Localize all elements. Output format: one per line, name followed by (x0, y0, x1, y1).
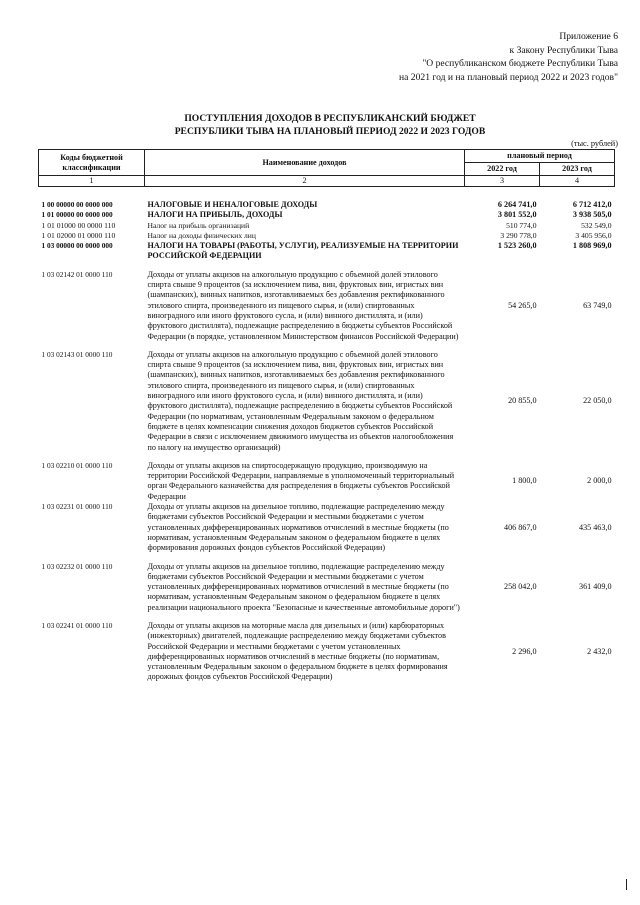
row-name: Доходы от уплаты акцизов на дизельное топливо, подлежащие распределению между бюджетами субъектов Российской Федерации и местными бюджетами с учетом установленных дифференцированных нормативов отчислений в местные бюджеты (по нормативам, установленным Федеральным законом о федеральном бюджете в целях реализации национального проекта "Безопасные и качественные автомобильные дороги") (147, 561, 460, 612)
document-title (120, 112, 540, 138)
row-value-2022: 510 774,0 (506, 220, 537, 230)
appendix-note (288, 30, 618, 84)
row-name: Доходы от уплаты акцизов на спиртосодержащую продукцию, производимую на территории Российской Федерации, направляемые в уполномоченный территориальный орган Федерального казначейства для распределения в бюджеты субъектов Российской Федерации (147, 460, 455, 501)
row-value-2022: 20 855,0 (508, 396, 537, 406)
row-name: НАЛОГИ НА ТОВАРЫ (РАБОТЫ, УСЛУГИ), РЕАЛИЗУЕМЫЕ НА ТЕРРИТОРИИ РОССИЙСКОЙ ФЕДЕРАЦИИ (147, 241, 459, 261)
table-body (39, 187, 615, 683)
row-code: 1 01 01000 00 0000 110 (41, 220, 116, 230)
row-value-2023: 3 405 956,0 (575, 230, 612, 240)
row-code: 1 03 02241 01 0000 110 (41, 620, 113, 630)
row-value-2022: 6 264 741,0 (497, 200, 537, 209)
row-value-2023: 2 000,0 (587, 476, 612, 486)
revenue-table (38, 149, 615, 683)
header-year-2023: 2023 год (540, 163, 615, 176)
row-value-2023: 6 712 412,0 (572, 200, 612, 209)
row-code: 1 03 02232 01 0000 110 (41, 561, 113, 571)
title-line-1: ПОСТУПЛЕНИЯ ДОХОДОВ В РЕСПУБЛИКАНСКИЙ БЮДЖЕТ (184, 113, 476, 124)
row-name: НАЛОГОВЫЕ И НЕНАЛОГОВЫЕ ДОХОДЫ (147, 200, 318, 209)
table-row (39, 231, 615, 241)
row-value-2022: 1 523 260,0 (497, 241, 537, 251)
row-name: Доходы от уплаты акцизов на алкогольную продукцию с объемной долей этилового спирта свыше 9 процентов (за исключением пива, вин, фруктовых вин, игристых вин (шампанских), винных напитков, изготавливаемых без добавления ректификованного этилового спирта, произведенного из пищевого сырья, и (или) спиртованных виноградного или иного фруктового сусла, и (или) винного дистиллята, и (или) фруктового дистиллята), подлежащие распределению в бюджеты субъектов Российской Федерации (по нормативам, установленным Федеральным законом о федеральном бюджете в целях компенсации снижения доходов бюджетов субъектов Российской Федерации в связи с исключением движимого имущества из объектов налогообложения по налогу на имущество организаций) (147, 349, 454, 452)
table-row (39, 200, 615, 210)
table-row (39, 342, 615, 453)
appendix-line-3: "О республиканском бюджете Республики Тыва (422, 58, 618, 70)
row-value-2023: 2 432,0 (587, 646, 612, 656)
header-col-number-1: 1 (39, 176, 145, 187)
row-value-2022: 54 265,0 (508, 300, 537, 310)
table-row (39, 453, 615, 502)
row-value-2022: 3 801 552,0 (497, 210, 537, 220)
title-line-2: РЕСПУБЛИКИ ТЫВА НА ПЛАНОВЫЙ ПЕРИОД 2022 И 2023 ГОДОВ (174, 126, 486, 137)
table-row (39, 210, 615, 220)
spacer-row (39, 187, 615, 201)
row-value-2023: 3 938 505,0 (572, 210, 612, 220)
row-name: Налог на прибыль организаций (147, 220, 250, 230)
row-name: Налог на доходы физических лиц (147, 230, 256, 240)
row-code: 1 03 02210 01 0000 110 (41, 460, 113, 470)
row-value-2022: 406 867,0 (504, 522, 537, 532)
table-row (39, 262, 615, 342)
row-code: 1 01 02000 01 0000 110 (41, 230, 116, 240)
header-planned-period: плановый период (465, 150, 615, 163)
row-code: 1 00 00000 00 0000 000 (41, 200, 113, 209)
row-value-2022: 3 290 778,0 (500, 230, 537, 240)
table-row (39, 613, 615, 683)
row-name: Доходы от уплаты акцизов на моторные масла для дизельных и (или) карбюраторных (инжекторных) двигателей, подлежащие распределению между бюджетами субъектов Российской Федерации и местными бюджетами с учетом установленных дифференцированных нормативов отчислений в местные бюджеты (по нормативам, установленным Федеральным законом о федеральном бюджете в целях формирования дорожных фондов субъектов Российской Федерации) (147, 620, 448, 682)
row-name: Доходы от уплаты акцизов на алкогольную продукцию с объемной долей этилового спирта свыше 9 процентов (за исключением пива, вин, фруктовых вин, игристых вин (шампанских), винных напитков, изготавливаемых без добавления ректификованного этилового спирта, произведенного из пищевого сырья, и (или) спиртованных виноградного или иного фруктового сусла, и (или) винного дистиллята, и (или) фруктового дистиллята), подлежащие распределению в бюджеты субъектов Российской Федерации (в порядке, установленном Министерством финансов Российской Федерации) (147, 269, 459, 341)
table-row (39, 502, 615, 553)
row-value-2023: 63 749,0 (583, 300, 612, 310)
row-code: 1 03 00000 00 0000 000 (41, 241, 113, 251)
row-value-2022: 258 042,0 (504, 582, 537, 592)
row-code: 1 01 00000 00 0000 000 (41, 210, 113, 220)
table-row (39, 221, 615, 231)
header-year-2022: 2022 год (465, 163, 540, 176)
header-col-number-3: 3 (465, 176, 540, 187)
row-name: НАЛОГИ НА ПРИБЫЛЬ, ДОХОДЫ (147, 210, 283, 220)
row-code: 1 03 02142 01 0000 110 (41, 269, 113, 279)
header-col-number-2: 2 (145, 176, 465, 187)
appendix-line-1: Приложение 6 (559, 31, 618, 42)
row-value-2023: 22 050,0 (583, 396, 612, 406)
row-code: 1 03 02143 01 0000 110 (41, 349, 113, 359)
header-col-number-4: 4 (540, 176, 615, 187)
header-code: Коды бюджетной классификации (39, 150, 145, 176)
table-row (39, 554, 615, 613)
row-name: Доходы от уплаты акцизов на дизельное топливо, подлежащие распределению между бюджетами субъектов Российской Федерации и местными бюджетами с учетом установленных дифференцированных нормативов отчислений в местные бюджеты (по нормативам, установленным Федеральным законом о федеральном бюджете в целях формирования дорожных фондов субъектов Российской Федерации) (147, 502, 449, 553)
row-value-2023: 361 409,0 (579, 582, 612, 592)
row-code: 1 03 02231 01 0000 110 (41, 502, 113, 512)
margin-tick-mark (626, 879, 627, 890)
appendix-line-2: к Закону Республики Тыва (509, 44, 618, 56)
appendix-line-4: на 2021 год и на плановый период 2022 и 2023 годов" (399, 71, 618, 83)
row-value-2022: 2 296,0 (512, 646, 537, 656)
header-name: Наименование доходов (145, 150, 465, 176)
table-header (39, 150, 615, 187)
table-row (39, 241, 615, 262)
row-value-2023: 1 808 969,0 (572, 241, 612, 251)
units-label: (тыс. рублей) (571, 139, 618, 148)
row-value-2023: 435 463,0 (579, 522, 612, 532)
row-value-2022: 1 800,0 (512, 476, 537, 486)
row-value-2023: 532 549,0 (581, 220, 612, 230)
